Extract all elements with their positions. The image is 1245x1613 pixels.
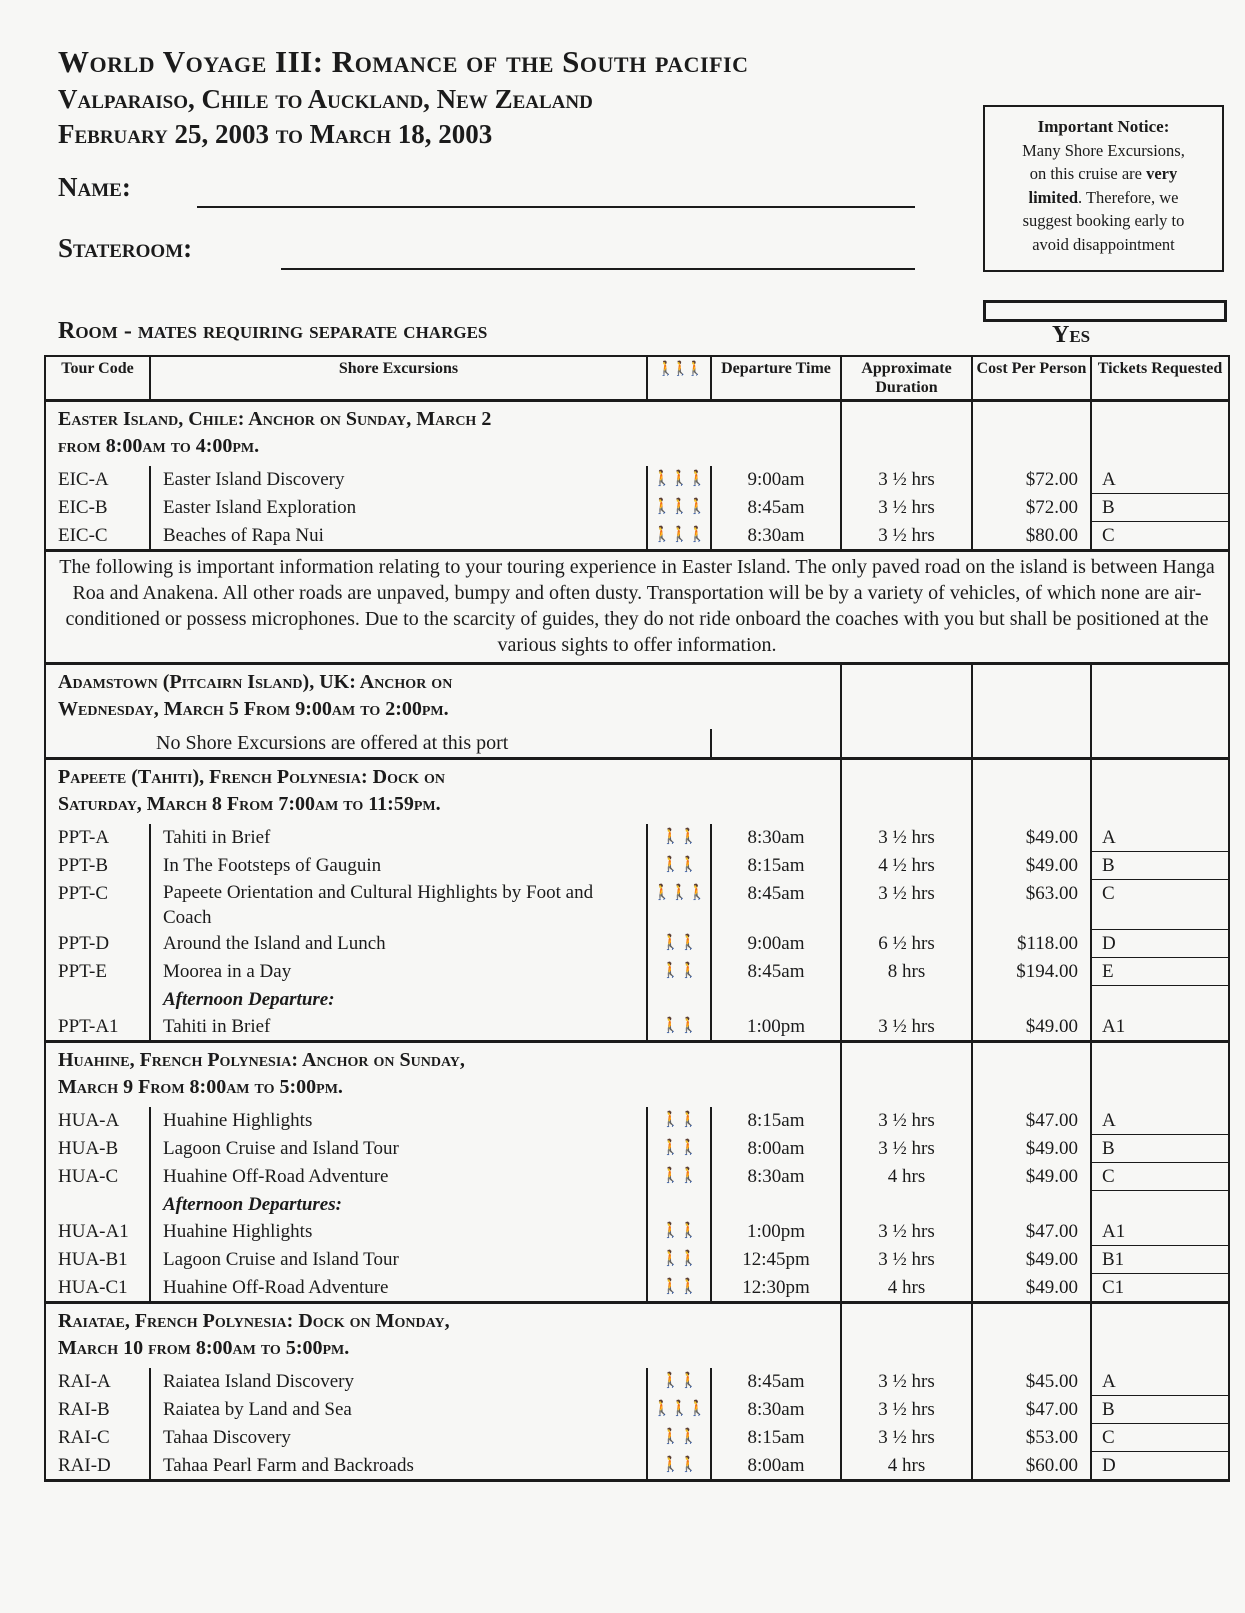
tickets-requested-field[interactable]: A1 <box>1091 1218 1229 1246</box>
duration: 3 ½ hrs <box>841 1013 972 1042</box>
tour-code: EIC-B <box>45 494 150 522</box>
table-header-row <box>45 356 1229 401</box>
notice-line: on this cruise are very <box>1029 164 1178 183</box>
name-field[interactable] <box>197 206 915 208</box>
activity-level <box>647 1013 711 1042</box>
hiker-icon: 🚶🚶🚶 <box>652 498 706 515</box>
port-heading-line: March 10 from 8:00am to 5:00pm. <box>58 1337 350 1359</box>
activity-level <box>647 1424 711 1452</box>
table-row <box>45 930 1229 958</box>
table-row <box>45 466 1229 494</box>
excursion-name: In The Footsteps of Gauguin <box>150 852 647 880</box>
port-heading-line: Papeete (Tahiti), French Polynesia: Dock on <box>58 766 445 788</box>
excursion-name: Huahine Off-Road Adventure <box>150 1274 647 1303</box>
tickets-requested-field[interactable]: B1 <box>1091 1246 1229 1274</box>
col-shore-excursions: Shore Excursions <box>150 356 647 401</box>
table-row <box>45 958 1229 986</box>
tour-code: PPT-B <box>45 852 150 880</box>
tour-code: HUA-A <box>45 1107 150 1135</box>
port-heading-line: Saturday, March 8 From 7:00am to 11:59pm. <box>58 793 441 815</box>
excursion-name: Beaches of Rapa Nui <box>150 522 647 551</box>
duration: 3 ½ hrs <box>841 522 972 551</box>
tickets-requested-field[interactable]: C <box>1091 1424 1229 1452</box>
empty-cell <box>711 1191 841 1219</box>
duration: 8 hrs <box>841 958 972 986</box>
cost-per-person: $49.00 <box>972 1135 1091 1163</box>
cost-per-person: $72.00 <box>972 466 1091 494</box>
duration: 3 ½ hrs <box>841 824 972 852</box>
empty-cell <box>1091 759 1229 825</box>
duration: 3 ½ hrs <box>841 1424 972 1452</box>
port-heading <box>45 1303 841 1369</box>
roommates-label: Room - mates requiring separate charges <box>58 318 488 344</box>
cost-per-person: $49.00 <box>972 852 1091 880</box>
col-duration: Approximate Duration <box>841 356 972 401</box>
afternoon-label-row <box>45 1191 1229 1219</box>
tour-code: HUA-C <box>45 1163 150 1191</box>
activity-level <box>647 466 711 494</box>
activity-level <box>647 958 711 986</box>
excursion-name: Huahine Highlights <box>150 1107 647 1135</box>
hiker-icon: 🚶🚶 <box>661 1373 697 1389</box>
section-heading-row <box>45 401 1229 467</box>
tour-code: RAI-A <box>45 1368 150 1396</box>
excursion-name: Raiatea by Land and Sea <box>150 1396 647 1424</box>
notice-line: Many Shore Excursions, <box>1022 140 1185 160</box>
port-heading-line: Adamstown (Pitcairn Island), UK: Anchor on <box>58 671 453 693</box>
departure-time: 9:00am <box>711 466 841 494</box>
tickets-requested-field[interactable]: B <box>1091 494 1229 522</box>
hiker-icon: 🚶🚶 <box>661 856 697 873</box>
empty-cell <box>1091 401 1229 467</box>
excursion-name: Tahiti in Brief <box>150 1013 647 1042</box>
port-heading <box>45 1042 841 1108</box>
empty-cell <box>972 729 1091 759</box>
tour-code: EIC-A <box>45 466 150 494</box>
table-row <box>45 1368 1229 1396</box>
col-departure: Departure Time <box>711 356 841 401</box>
notice-line: suggest booking early to <box>1022 211 1185 230</box>
col-cost: Cost Per Person <box>972 356 1091 401</box>
activity-level <box>647 1396 711 1424</box>
hiker-icon: 🚶🚶 <box>661 1139 697 1156</box>
duration: 4 hrs <box>841 1163 972 1191</box>
important-notice <box>983 105 1224 272</box>
cost-per-person: $45.00 <box>972 1368 1091 1396</box>
empty-cell <box>841 729 972 759</box>
activity-level <box>647 1218 711 1246</box>
excursion-name: Easter Island Exploration <box>150 494 647 522</box>
tickets-requested-field[interactable]: C1 <box>1091 1274 1229 1303</box>
empty-cell <box>972 986 1091 1014</box>
hiker-icon: 🚶🚶 <box>661 934 697 951</box>
excursion-name: Lagoon Cruise and Island Tour <box>150 1135 647 1163</box>
departure-time: 1:00pm <box>711 1218 841 1246</box>
cost-per-person: $49.00 <box>972 1013 1091 1042</box>
empty-cell <box>1091 986 1229 1014</box>
empty-cell <box>841 1303 972 1369</box>
empty-cell <box>972 664 1091 730</box>
hiker-icon: 🚶🚶 <box>661 1223 697 1239</box>
tickets-requested-field[interactable]: D <box>1091 930 1229 958</box>
empty-cell <box>1091 729 1229 759</box>
tour-code: PPT-A1 <box>45 1013 150 1042</box>
duration: 6 ½ hrs <box>841 930 972 958</box>
table-row <box>45 522 1229 551</box>
cost-per-person: $194.00 <box>972 958 1091 986</box>
table-row <box>45 1424 1229 1452</box>
hiker-icon: 🚶🚶 <box>661 1278 697 1295</box>
duration: 3 ½ hrs <box>841 1246 972 1274</box>
cost-per-person: $53.00 <box>972 1424 1091 1452</box>
departure-time: 8:00am <box>711 1452 841 1481</box>
port-heading-line: Raiatae, French Polynesia: Dock on Monday, <box>58 1310 450 1332</box>
excursion-name: Lagoon Cruise and Island Tour <box>150 1246 647 1274</box>
empty-cell <box>1091 1191 1229 1219</box>
departure-time: 8:00am <box>711 1135 841 1163</box>
hiker-icon: 🚶🚶 <box>661 1428 697 1445</box>
activity-level <box>647 1274 711 1303</box>
cost-per-person: $49.00 <box>972 1274 1091 1303</box>
hiker-icon: 🚶🚶 <box>661 1112 697 1128</box>
tour-code: PPT-A <box>45 824 150 852</box>
section-heading-row <box>45 1042 1229 1108</box>
duration: 4 ½ hrs <box>841 852 972 880</box>
table-row <box>45 852 1229 880</box>
tour-code: HUA-A1 <box>45 1218 150 1246</box>
port-heading-line: Wednesday, March 5 From 9:00am to 2:00pm. <box>58 698 449 720</box>
table-row <box>45 1246 1229 1274</box>
duration: 3 ½ hrs <box>841 880 972 930</box>
empty-cell <box>972 759 1091 825</box>
excursion-name: Papeete Orientation and Cultural Highlights by Foot and Coach <box>150 880 647 930</box>
tickets-requested-field[interactable]: C <box>1091 522 1229 551</box>
table-row <box>45 1218 1229 1246</box>
cost-per-person: $72.00 <box>972 494 1091 522</box>
cost-per-person: $49.00 <box>972 1246 1091 1274</box>
departure-time: 8:15am <box>711 1107 841 1135</box>
departure-time: 8:15am <box>711 1424 841 1452</box>
cost-per-person: $47.00 <box>972 1107 1091 1135</box>
afternoon-label: Afternoon Departures: <box>150 1191 647 1219</box>
departure-time: 8:45am <box>711 958 841 986</box>
port-heading-line: Huahine, French Polynesia: Anchor on Sunday, <box>58 1049 465 1071</box>
cost-per-person: $118.00 <box>972 930 1091 958</box>
excursion-name: Tahaa Discovery <box>150 1424 647 1452</box>
hiker-icon: 🚶🚶🚶 <box>657 362 701 377</box>
tickets-requested-field[interactable]: C <box>1091 880 1229 930</box>
empty-cell <box>841 401 972 467</box>
departure-time: 8:45am <box>711 880 841 930</box>
duration: 3 ½ hrs <box>841 1368 972 1396</box>
activity-level <box>647 824 711 852</box>
hiker-icon: 🚶🚶🚶 <box>652 471 706 487</box>
notice-title: Important Notice: <box>1037 117 1170 136</box>
tour-code: RAI-C <box>45 1424 150 1452</box>
activity-level <box>647 930 711 958</box>
route-line: Valparaiso, Chile to Auckland, New Zealand <box>58 84 593 114</box>
table-row <box>45 1107 1229 1135</box>
afternoon-label: Afternoon Departure: <box>150 986 647 1014</box>
table-row <box>45 1396 1229 1424</box>
yes-label: Yes <box>1052 322 1091 348</box>
tour-code: PPT-E <box>45 958 150 986</box>
departure-time: 8:45am <box>711 1368 841 1396</box>
section-heading-row <box>45 664 1229 730</box>
notice-line: limited. Therefore, we <box>1028 187 1179 207</box>
tickets-requested-field[interactable]: C <box>1091 1163 1229 1191</box>
info-row <box>45 551 1229 664</box>
tickets-requested-field[interactable]: A <box>1091 466 1229 494</box>
table-row <box>45 1013 1229 1042</box>
page-title: World Voyage III: Romance of the South pacific <box>58 44 749 79</box>
tickets-requested-field[interactable]: D <box>1091 1452 1229 1481</box>
duration: 3 ½ hrs <box>841 494 972 522</box>
tickets-requested-field[interactable]: B <box>1091 852 1229 880</box>
dates-line: February 25, 2003 to March 18, 2003 <box>58 119 493 149</box>
port-heading <box>45 401 841 467</box>
empty-cell <box>45 1191 150 1219</box>
section-heading-row <box>45 1303 1229 1369</box>
excursion-name: Easter Island Discovery <box>150 466 647 494</box>
tickets-requested-field[interactable]: B <box>1091 1396 1229 1424</box>
empty-cell <box>45 986 150 1014</box>
roommates-checkbox[interactable] <box>983 300 1227 322</box>
empty-cell <box>647 1191 711 1219</box>
col-tour-code: Tour Code <box>45 356 150 401</box>
duration: 4 hrs <box>841 1452 972 1481</box>
empty-cell <box>841 1042 972 1108</box>
departure-time: 8:30am <box>711 522 841 551</box>
tour-code: HUA-B <box>45 1135 150 1163</box>
hiker-icon: 🚶🚶 <box>661 1018 697 1034</box>
stateroom-label: Stateroom: <box>58 233 193 263</box>
activity-level <box>647 852 711 880</box>
empty-cell <box>841 664 972 730</box>
empty-cell <box>972 1303 1091 1369</box>
tickets-requested-field[interactable]: E <box>1091 958 1229 986</box>
table-row <box>45 880 1229 930</box>
port-heading <box>45 664 841 730</box>
activity-level <box>647 1163 711 1191</box>
tickets-requested-field[interactable]: B <box>1091 1135 1229 1163</box>
hiker-icon: 🚶🚶 <box>661 962 697 979</box>
tour-code: RAI-B <box>45 1396 150 1424</box>
excursion-name: Huahine Off-Road Adventure <box>150 1163 647 1191</box>
excursion-name: Around the Island and Lunch <box>150 930 647 958</box>
activity-level <box>647 1107 711 1135</box>
excursion-name: Huahine Highlights <box>150 1218 647 1246</box>
empty-cell <box>972 1042 1091 1108</box>
hiker-icon: 🚶🚶🚶 <box>652 884 706 901</box>
duration: 3 ½ hrs <box>841 1396 972 1424</box>
departure-time: 8:30am <box>711 1163 841 1191</box>
table-row <box>45 494 1229 522</box>
cost-per-person: $47.00 <box>972 1218 1091 1246</box>
cost-per-person: $60.00 <box>972 1452 1091 1481</box>
table-row <box>45 824 1229 852</box>
name-label: Name: <box>58 172 131 202</box>
activity-level <box>647 522 711 551</box>
departure-time: 8:30am <box>711 1396 841 1424</box>
empty-cell <box>972 1191 1091 1219</box>
activity-level <box>647 1452 711 1481</box>
empty-cell <box>841 759 972 825</box>
departure-time: 12:30pm <box>711 1274 841 1303</box>
tickets-requested-field[interactable]: A <box>1091 1107 1229 1135</box>
empty-cell <box>711 729 841 759</box>
activity-level <box>647 1368 711 1396</box>
tour-code: HUA-B1 <box>45 1246 150 1274</box>
empty-cell <box>1091 664 1229 730</box>
col-tickets: Tickets Requested <box>1091 356 1229 401</box>
tickets-requested-field[interactable]: A1 <box>1091 1013 1229 1042</box>
no-excursion-row <box>45 729 1229 759</box>
cost-per-person: $80.00 <box>972 522 1091 551</box>
afternoon-label-row <box>45 986 1229 1014</box>
duration: 3 ½ hrs <box>841 1107 972 1135</box>
empty-cell <box>647 986 711 1014</box>
tour-code: PPT-C <box>45 880 150 930</box>
table-row <box>45 1163 1229 1191</box>
departure-time: 1:00pm <box>711 1013 841 1042</box>
activity-level <box>647 494 711 522</box>
hiker-icon: 🚶🚶 <box>661 1456 697 1473</box>
table-row <box>45 1135 1229 1163</box>
departure-time: 8:15am <box>711 852 841 880</box>
excursion-table <box>44 355 1230 1482</box>
hiker-icon: 🚶🚶 <box>661 1250 697 1267</box>
section-heading-row <box>45 759 1229 825</box>
stateroom-field[interactable] <box>281 268 915 270</box>
activity-level <box>647 1135 711 1163</box>
empty-cell <box>1091 1042 1229 1108</box>
excursion-name: Tahiti in Brief <box>150 824 647 852</box>
port-heading-line: March 9 From 8:00am to 5:00pm. <box>58 1076 343 1098</box>
duration: 3 ½ hrs <box>841 1135 972 1163</box>
table-row <box>45 1274 1229 1303</box>
hiker-icon: 🚶🚶🚶 <box>652 526 706 543</box>
duration: 3 ½ hrs <box>841 466 972 494</box>
departure-time: 8:45am <box>711 494 841 522</box>
port-heading <box>45 759 841 825</box>
tickets-requested-field[interactable]: A <box>1091 1368 1229 1396</box>
easter-info-paragraph: The following is important information relating to your touring experience in Easter Island. The only paved road on the island is between Hanga Roa and Anakena. All other roads are unpaved, bumpy and often dusty. Transportation will be by a variety of vehicles, of which none are air-conditioned or possess microphones. Due to the scarcity of guides, they do not ride onboard the coaches with you but shall be positioned at the various sights to offer information. <box>45 551 1229 664</box>
hiker-icon: 🚶🚶🚶 <box>652 1400 706 1417</box>
excursion-name: Moorea in a Day <box>150 958 647 986</box>
cost-per-person: $47.00 <box>972 1396 1091 1424</box>
tour-code: HUA-C1 <box>45 1274 150 1303</box>
cost-per-person: $63.00 <box>972 880 1091 930</box>
excursion-name: Tahaa Pearl Farm and Backroads <box>150 1452 647 1481</box>
duration: 3 ½ hrs <box>841 1218 972 1246</box>
departure-time: 9:00am <box>711 930 841 958</box>
col-activity-level <box>647 356 711 401</box>
port-heading-line: Easter Island, Chile: Anchor on Sunday, March 2 <box>58 408 492 430</box>
tickets-requested-field[interactable]: A <box>1091 824 1229 852</box>
port-heading-line: from 8:00am to 4:00pm. <box>58 435 260 457</box>
departure-time: 12:45pm <box>711 1246 841 1274</box>
duration: 4 hrs <box>841 1274 972 1303</box>
empty-cell <box>841 986 972 1014</box>
tour-code: RAI-D <box>45 1452 150 1481</box>
departure-time: 8:30am <box>711 824 841 852</box>
tour-code: PPT-D <box>45 930 150 958</box>
table-row <box>45 1452 1229 1481</box>
empty-cell <box>841 1191 972 1219</box>
excursion-name: Raiatea Island Discovery <box>150 1368 647 1396</box>
empty-cell <box>1091 1303 1229 1369</box>
hiker-icon: 🚶🚶 <box>661 829 697 845</box>
hiker-icon: 🚶🚶 <box>661 1167 697 1184</box>
empty-cell <box>972 401 1091 467</box>
activity-level <box>647 880 711 930</box>
cost-per-person: $49.00 <box>972 824 1091 852</box>
tour-code: EIC-C <box>45 522 150 551</box>
activity-level <box>647 1246 711 1274</box>
cost-per-person: $49.00 <box>972 1163 1091 1191</box>
empty-cell <box>711 986 841 1014</box>
notice-line: avoid disappointment <box>1032 234 1175 254</box>
no-excursions-note: No Shore Excursions are offered at this port <box>45 729 711 759</box>
